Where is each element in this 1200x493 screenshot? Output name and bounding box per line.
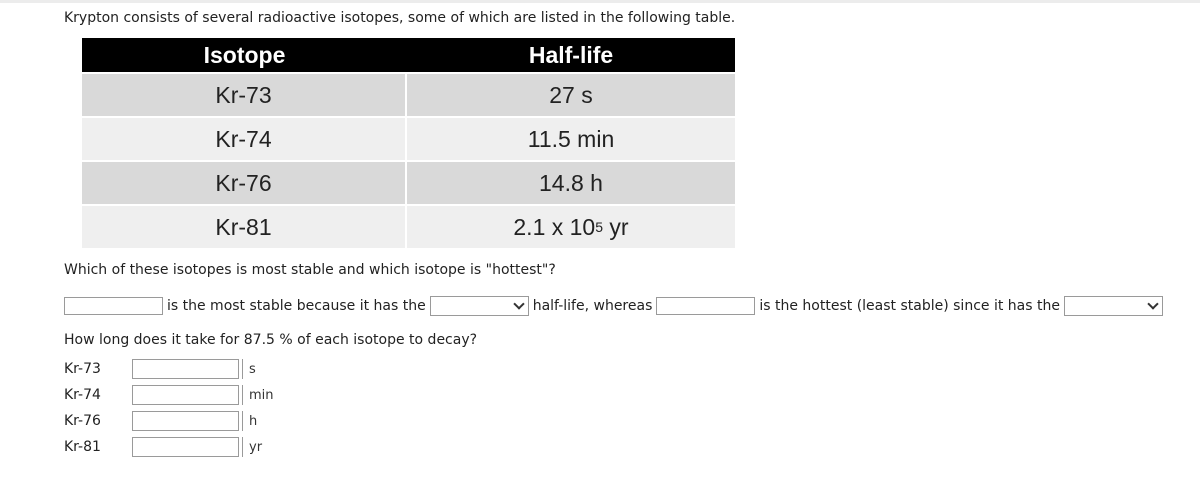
cell-isotope: Kr-76	[82, 162, 407, 204]
cell-isotope: Kr-81	[82, 206, 407, 248]
decay-isotope-label: Kr-76	[64, 413, 101, 429]
most-stable-isotope-input[interactable]	[64, 297, 163, 315]
decay-isotope-label: Kr-73	[64, 361, 101, 377]
decay-isotope-label: Kr-81	[64, 439, 101, 455]
decay-row-kr76	[64, 410, 257, 432]
table-row	[82, 72, 735, 116]
decay-row-kr73	[64, 358, 256, 380]
unit-label: s	[242, 359, 256, 379]
cell-half-life: 2.1 x 10 5 yr	[513, 213, 629, 240]
cell-half-life: 27 s	[549, 81, 593, 108]
question-1-answer	[64, 295, 1163, 317]
top-divider	[0, 0, 1200, 3]
answer-text-part2: half-life, whereas	[532, 298, 653, 314]
half-life-base: 2.1 x 10	[513, 213, 596, 240]
table-row	[82, 204, 735, 248]
decay-row-kr74	[64, 384, 274, 406]
answer-text-part1: is the most stable because it has the	[167, 298, 426, 314]
cell-isotope: Kr-73	[82, 74, 407, 116]
header-half-life: Half-life	[528, 41, 614, 68]
chevron-down-icon	[513, 298, 524, 309]
half-life-unit: yr	[603, 213, 629, 240]
table-row	[82, 160, 735, 204]
stable-half-life-select[interactable]	[430, 296, 529, 316]
question-2-text	[64, 332, 477, 348]
unit-label: h	[242, 411, 257, 431]
answer-text-part3: is the hottest (least stable) since it has the	[759, 298, 1060, 314]
header-isotope: Isotope	[203, 41, 286, 68]
table-row	[82, 116, 735, 160]
intro-text: Krypton consists of several radioactive isotopes, some of which are listed in the following table.	[64, 10, 736, 26]
decay-time-input-kr73[interactable]	[132, 359, 239, 379]
isotope-table	[82, 38, 735, 248]
cell-half-life: 11.5 min	[527, 125, 615, 152]
question-2-text-before: How long does it take for	[64, 332, 244, 348]
decay-row-kr81	[64, 436, 262, 458]
unit-label: min	[242, 385, 274, 405]
percent-value: 87.5 %	[243, 332, 293, 348]
decay-time-input-kr74[interactable]	[132, 385, 239, 405]
cell-half-life: 14.8 h	[539, 169, 603, 196]
chevron-down-icon	[1147, 298, 1158, 309]
decay-isotope-label: Kr-74	[64, 387, 101, 403]
decay-time-input-kr81[interactable]	[132, 437, 239, 457]
hottest-half-life-select[interactable]	[1064, 296, 1163, 316]
question-2-text-after: of each isotope to decay?	[292, 332, 478, 348]
unit-label: yr	[242, 437, 262, 457]
table-header	[82, 38, 735, 72]
decay-time-input-kr76[interactable]	[132, 411, 239, 431]
question-1-text: Which of these isotopes is most stable and which isotope is "hottest"?	[64, 262, 556, 278]
cell-isotope: Kr-74	[82, 118, 407, 160]
hottest-isotope-input[interactable]	[656, 297, 755, 315]
